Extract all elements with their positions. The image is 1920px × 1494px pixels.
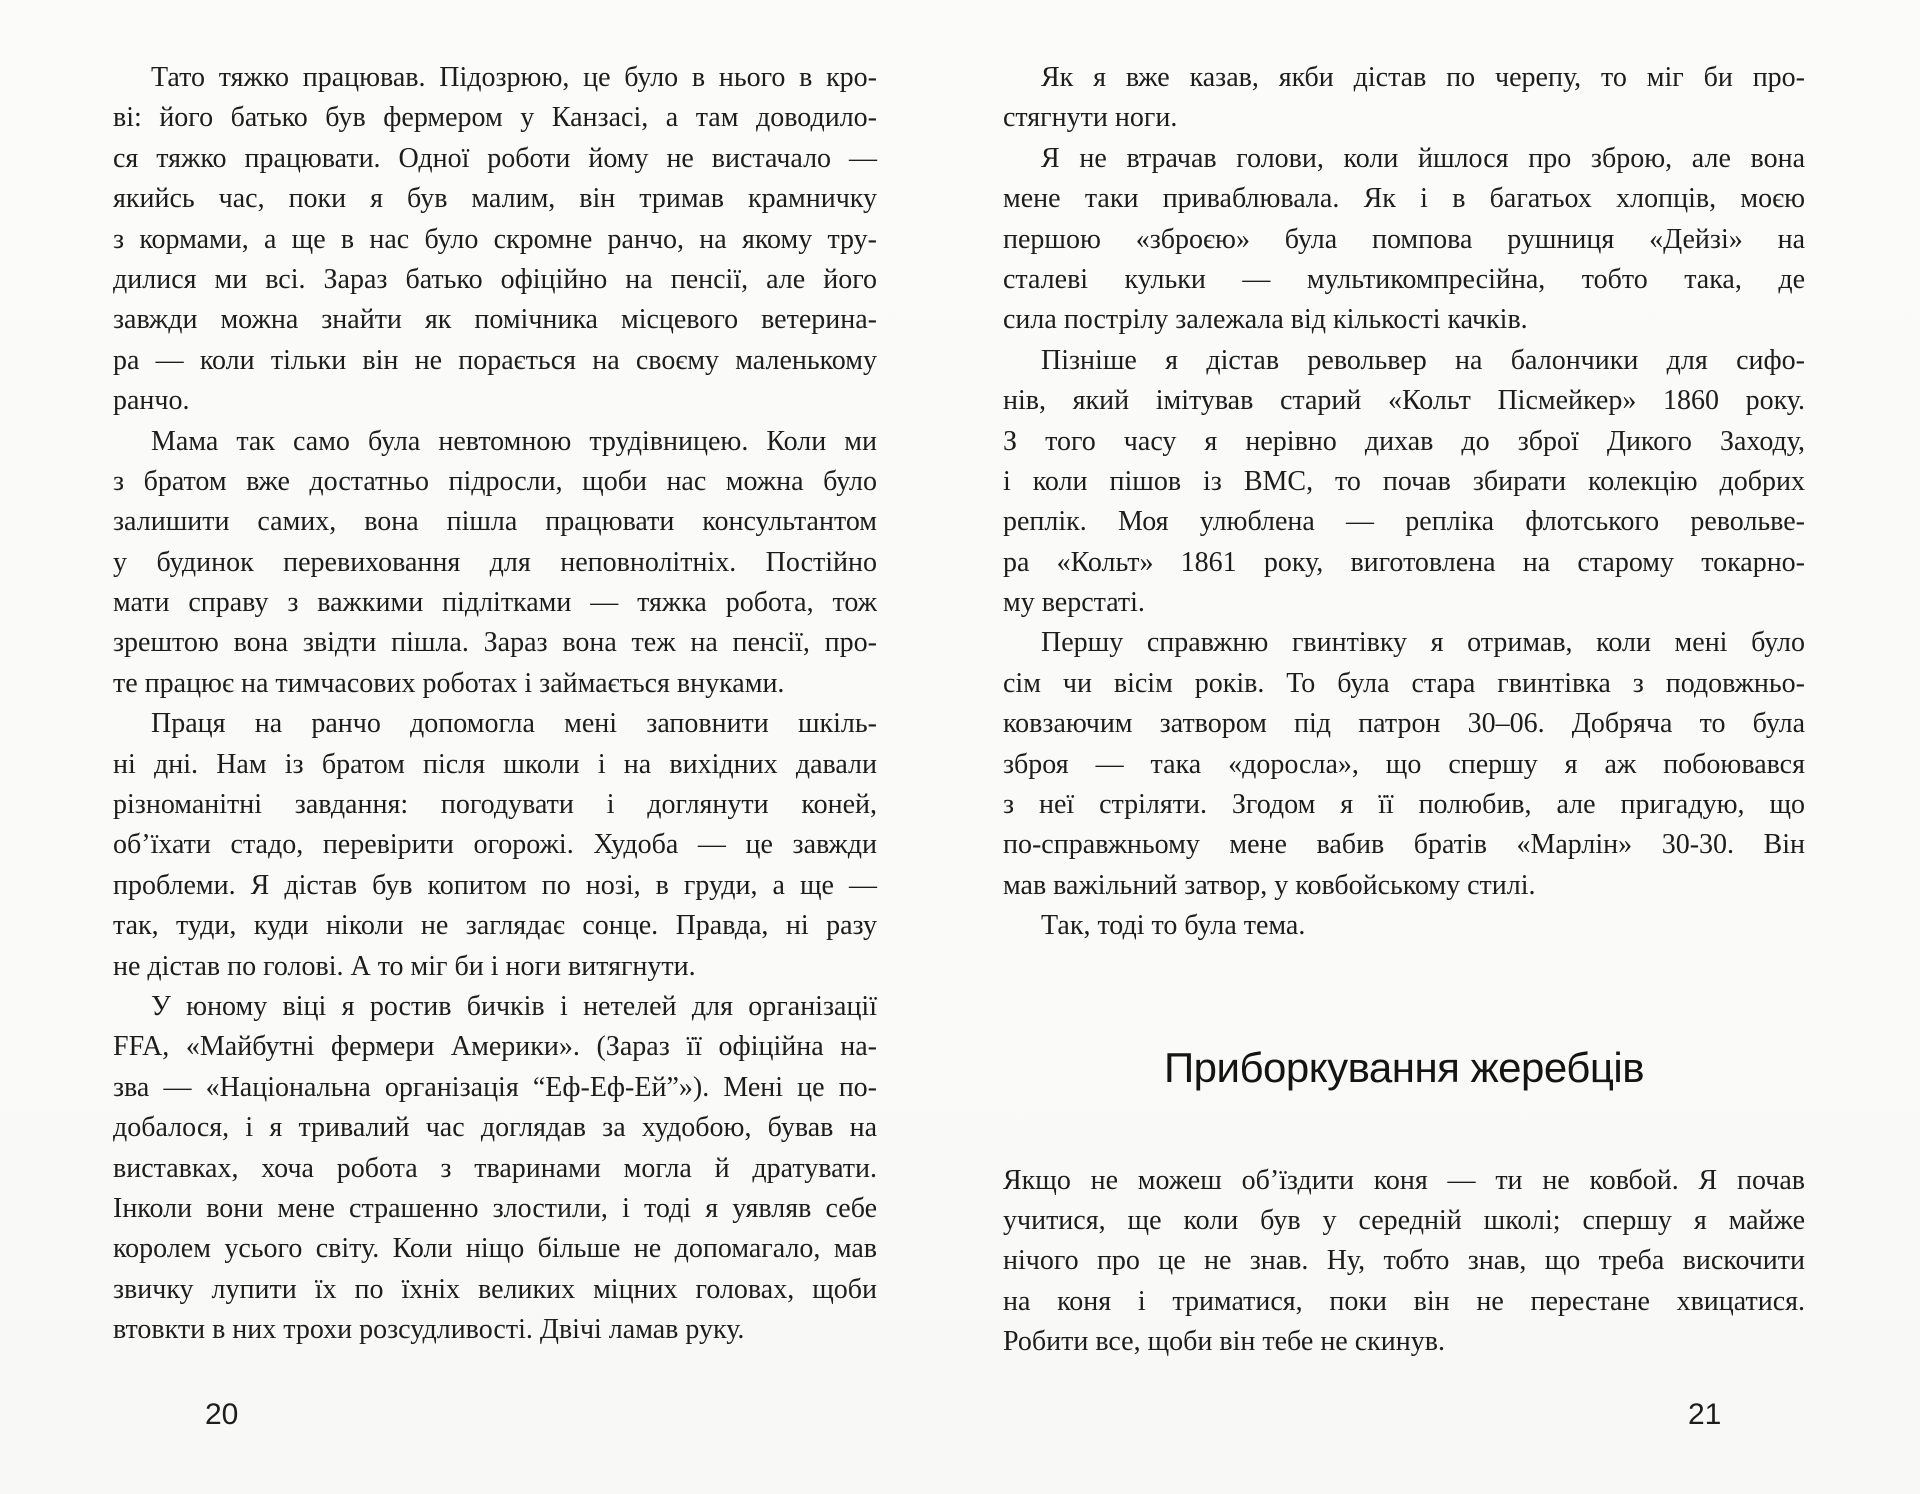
- text-line: Тато тяжко працював. Підозрюю, це було в нього в кро-: [151, 62, 877, 93]
- text-line: зброя — така «доросла», що спершу я аж побоювався: [1003, 748, 1805, 780]
- text-line: зва — «Національна організація “Еф-Еф-Ей”»). Мені це по-: [113, 1071, 877, 1103]
- text-line: проблеми. Я дістав був копитом по нозі, в груди, а ще —: [113, 869, 877, 901]
- page-number-left: 20: [205, 1398, 239, 1431]
- text-line: у будинок перевиховання для неповнолітніх. Постійно: [113, 546, 877, 578]
- text-line: і коли пішов із ВМС, то почав збирати колекцію добрих: [1003, 465, 1805, 497]
- text-line: ні дні. Нам із братом після школи і на вихідних давали: [113, 748, 877, 780]
- text-line: Мама так само була невтомною трудівницею. Коли ми: [151, 425, 877, 457]
- text-line: Якщо не можеш об’їздити коня — ти не ковбой. Я почав: [1003, 1164, 1805, 1196]
- text-line: добалося, і я тривалий час доглядав за худобою, бував на: [113, 1112, 877, 1144]
- text-line: звичку лупити їх по їхніх великих міцних головах, щоби: [113, 1273, 877, 1305]
- text-line: У юному віці я ростив бичків і нетелей для організації: [151, 990, 877, 1022]
- page-number-right: 21: [1688, 1398, 1722, 1431]
- text-line: нічого про це не знав. Ну, тобто знав, що треба вискочити: [1003, 1245, 1805, 1277]
- text-line: FFA, «Майбутні фермери Америки». (Зараз її офіційна на-: [113, 1031, 877, 1063]
- text-line: з кормами, а ще в нас було скромне ранчо, на якому тру-: [113, 223, 877, 255]
- text-line: якийсь час, поки я був малим, він тримав крамничку: [113, 183, 877, 215]
- text-line: ві: його батько був фермером у Канзасі, а там доводило-: [113, 102, 877, 134]
- text-line: об’їхати стадо, перевірити огорожі. Худоба — це завжди: [113, 829, 877, 861]
- text-line: так, туди, куди ніколи не заглядає сонце. Правда, ні разу: [113, 910, 877, 942]
- text-line: Як я вже казав, якби дістав по черепу, то міг би про-: [1041, 62, 1805, 93]
- text-line: виставках, хоча робота з тваринами могла й дратувати.: [113, 1152, 877, 1184]
- text-line: сім чи вісім років. То була стара гвинтівка з подовжньо-: [1003, 667, 1805, 699]
- text-line: Інколи вони мене страшенно злостили, і тоді я уявляв себе: [113, 1192, 877, 1224]
- text-line: ра «Кольт» 1861 року, виготовлена на старому токарно-: [1003, 546, 1805, 578]
- text-line: ковзаючим затвором під патрон 30–06. Добряча то була: [1003, 708, 1805, 740]
- text-line: мав важільний затвор, у ковбойському стилі.: [1003, 869, 1536, 901]
- text-line: те працює на тимчасових роботах і займається внуками.: [113, 667, 785, 699]
- page-left-text-column: [113, 58, 877, 1351]
- text-line: дилися ми всі. Зараз батько офіційно на пенсії, але його: [113, 263, 877, 295]
- text-line: Першу справжню гвинтівку я отримав, коли мені було: [1041, 627, 1805, 659]
- text-line: Робити все, щоби він тебе не скинув.: [1003, 1326, 1445, 1358]
- text-line: на коня і триматися, поки він не перестане хвицатися.: [1003, 1285, 1805, 1317]
- page-right-text-column: [1003, 58, 1805, 1363]
- text-line: ранчо.: [113, 385, 190, 417]
- text-line: З того часу я нерівно дихав до зброї Дикого Заходу,: [1003, 425, 1805, 457]
- text-line: королем усього світу. Коли ніщо більше не допомагало, мав: [113, 1233, 877, 1265]
- text-line: реплік. Моя улюблена — репліка флотського револьве-: [1003, 506, 1805, 538]
- text-line: мене таки приваблювала. Як і в багатьох хлопців, моєю: [1003, 183, 1805, 215]
- text-line: з неї стріляти. Згодом я її полюбив, але пригадую, що: [1003, 789, 1805, 821]
- text-line: з братом вже достатньо підросли, щоби нас можна було: [113, 465, 877, 497]
- text-line: сталеві кульки — мультикомпресійна, тобто така, де: [1003, 263, 1805, 295]
- text-line: нів, який імітував старий «Кольт Пісмейкер» 1860 року.: [1003, 385, 1805, 417]
- text-line: стягнути ноги.: [1003, 102, 1178, 134]
- text-line: Пізніше я дістав револьвер на балончики для сифо-: [1041, 344, 1805, 376]
- text-line: залишити самих, вона пішла працювати консультантом: [113, 506, 877, 538]
- text-line: завжди можна знайти як помічника місцевого ветерина-: [113, 304, 877, 336]
- text-line: Так, тоді то була тема.: [1041, 910, 1306, 942]
- text-line: ра — коли тільки він не порається на своєму маленькому: [113, 344, 877, 376]
- text-line: учитися, ще коли був у середній школі; спершу я майже: [1003, 1204, 1805, 1236]
- text-line: не дістав по голові. А то міг би і ноги витягнути.: [113, 950, 696, 982]
- text-line: Я не втрачав голови, коли йшлося про зброю, але вона: [1041, 142, 1805, 174]
- text-line: Праця на ранчо допомогла мені заповнити шкіль-: [151, 708, 877, 740]
- text-line: втовкти в них трохи розсудливості. Двічі ламав руку.: [113, 1314, 745, 1346]
- text-line: мати справу з важкими підлітками — тяжка робота, тож: [113, 587, 877, 619]
- text-line: зрештою вона звідти пішла. Зараз вона теж на пенсії, про-: [113, 627, 877, 659]
- text-line: ся тяжко працювати. Одної роботи йому не вистачало —: [113, 142, 877, 174]
- section-heading: Приборкування жеребців: [1163, 1043, 1645, 1091]
- text-line: му верстаті.: [1003, 587, 1145, 619]
- text-line: сила пострілу залежала від кількості качків.: [1003, 304, 1528, 336]
- text-line: першою «зброєю» була помпова рушниця «Дейзі» на: [1003, 223, 1805, 255]
- text-line: по-справжньому мене вабив братів «Марлін» 30-30. Він: [1003, 829, 1805, 861]
- text-line: різноманітні завдання: погодувати і доглянути коней,: [113, 789, 877, 821]
